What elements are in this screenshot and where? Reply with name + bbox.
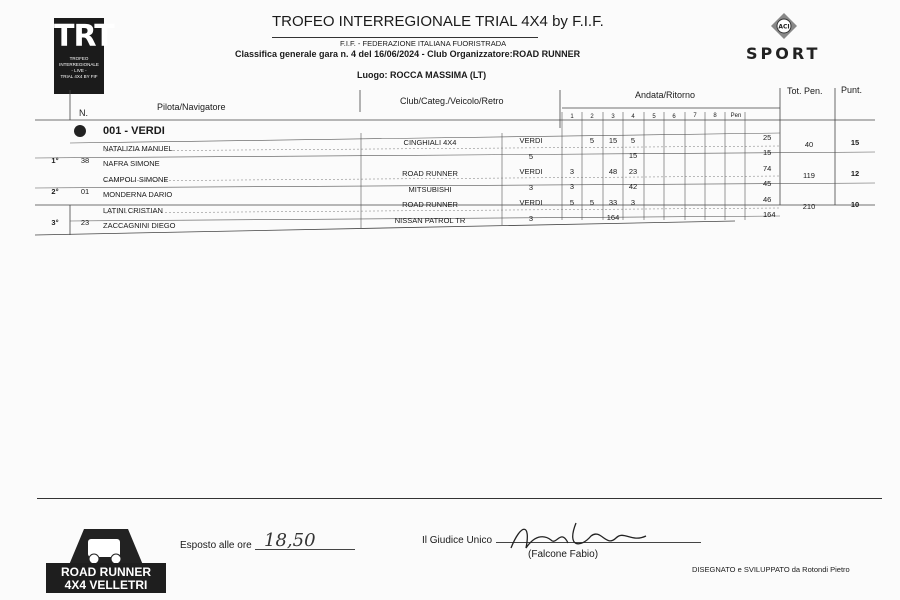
lap-penalty-cell: 5: [589, 136, 595, 145]
lap-penalty-cell: 42: [628, 182, 638, 191]
retro-cell: 3: [528, 214, 534, 223]
points-cell: 12: [850, 169, 860, 178]
subtotal-cell: 25: [763, 133, 772, 142]
credits-text: DISEGNATO e SVILUPPATO da Rotondi Pietro: [692, 565, 850, 574]
giudice-name: (Falcone Fabio): [528, 549, 599, 560]
lap-penalty-cell: 15: [608, 136, 618, 145]
lap-header: 7: [693, 113, 697, 120]
lap-penalty-cell: 5: [589, 198, 595, 207]
federazione-text: F.I.F. - FEDERAZIONE ITALIANA FUORISTRADA: [340, 39, 507, 48]
esposto-label: Esposto alle ore: [180, 540, 252, 551]
rr-logo-line1: ROAD RUNNER: [61, 565, 151, 579]
lap-penalty-cell: 15: [628, 151, 638, 160]
subtotal-cell: 46: [763, 195, 772, 204]
lap-penalty-cell: 164: [606, 213, 620, 222]
col-header-n: N.: [79, 108, 88, 118]
lap-header: 4: [631, 113, 635, 120]
retro-cell: 3: [528, 183, 534, 192]
category-cell: VERDI: [519, 167, 543, 176]
classifica-text: Classifica generale gara n. 4 del 16/06/2024 - Club Organizzatore:ROAD RUNNER: [235, 49, 581, 59]
lap-penalty-cell: 23: [628, 167, 638, 176]
lap-penalty-cell: 3: [630, 198, 636, 207]
esposto-value: 18,50: [264, 530, 316, 551]
retro-cell: 5: [528, 152, 534, 161]
luogo-text: Luogo: ROCCA MASSIMA (LT): [357, 70, 487, 80]
pilota-cell: LATINI CRISTIAN: [103, 206, 163, 215]
total-penalty-cell: 40: [804, 140, 814, 149]
lap-header: 2: [590, 113, 594, 120]
trt-logo-line2: - LIVE -: [71, 68, 87, 73]
total-penalty-cell: 119: [803, 171, 815, 180]
number-cell: 23: [80, 218, 90, 227]
lap-penalty-cell: 5: [630, 136, 636, 145]
page-title: TROFEO INTERREGIONALE TRIAL 4X4 by F.I.F.: [272, 13, 604, 30]
veicolo-cell: NISSAN PATROL TR: [394, 216, 466, 225]
total-penalty-cell: 210: [802, 202, 816, 211]
position-cell: 3°: [51, 218, 59, 227]
number-cell: 01: [80, 187, 90, 196]
title-rule: [272, 37, 538, 38]
club-cell: ROAD RUNNER: [402, 200, 458, 209]
points-cell: 10: [850, 200, 860, 209]
lap-header: 3: [611, 113, 615, 120]
col-header-tot: Tot. Pen.: [787, 86, 823, 96]
number-cell: 38: [80, 156, 90, 165]
trt-logo: [54, 18, 114, 94]
category-cell: VERDI: [519, 198, 543, 207]
subtotal-cell: 45: [763, 179, 772, 188]
sport-logo-text: SPORT: [746, 44, 821, 63]
col-header-club: Club/Categ./Veicolo/Retro: [400, 96, 504, 106]
lap-penalty-cell: 48: [608, 167, 618, 176]
lap-header: 6: [672, 113, 676, 120]
col-header-andata: Andata/Ritorno: [635, 90, 696, 100]
points-cell: 15: [850, 138, 860, 147]
navigatore-cell: ZACCAGNINI DIEGO: [103, 221, 176, 230]
road-runner-logo: [44, 519, 168, 595]
navigatore-cell: NAFRA SIMONE: [103, 159, 160, 168]
navigatore-cell: MONDERNA DARIO: [103, 190, 173, 199]
lap-penalty-cell: 5: [569, 198, 575, 207]
subtotal-cell: 74: [763, 164, 772, 173]
subtotal-cell: 15: [763, 148, 772, 157]
veicolo-cell: MITSUBISHI: [408, 185, 452, 194]
club-cell: ROAD RUNNER: [402, 169, 458, 178]
pilota-cell: CAMPOLI SIMONE: [103, 175, 169, 184]
aci-logo-text: ACI: [778, 23, 790, 31]
lap-penalty-cell: 33: [608, 198, 618, 207]
col-header-punt: Punt.: [841, 85, 863, 95]
results-table: [35, 85, 875, 238]
col-header-pilota: Pilota/Navigatore: [157, 102, 226, 112]
lap-penalty-cell: 3: [569, 167, 575, 176]
category-label: 001 - VERDI: [103, 125, 165, 137]
pilota-cell: NATALIZIA MANUEL: [103, 144, 173, 153]
lap-penalty-cell: 3: [569, 182, 575, 191]
aci-logo-icon: [770, 12, 798, 40]
rr-logo-line2: 4X4 VELLETRI: [64, 578, 148, 592]
lap-header: 1: [570, 114, 574, 120]
position-cell: 1°: [51, 156, 59, 165]
giudice-label: Il Giudice Unico: [422, 535, 493, 546]
footer-rule: [37, 498, 882, 499]
club-cell: CINGHIALI 4X4: [403, 138, 457, 147]
trt-logo-line3: TRIAL 4X4 BY FIF: [60, 74, 98, 79]
category-cell: VERDI: [519, 136, 543, 145]
lap-header: Pen: [730, 113, 742, 120]
lap-header: 5: [652, 113, 656, 120]
position-cell: 2°: [51, 187, 59, 196]
subtotal-cell: 164: [763, 210, 776, 219]
lap-header: 8: [713, 113, 717, 120]
trt-logo-text: TRT: [54, 19, 114, 54]
trt-logo-line1: TROFEO INTERREGIONALE: [59, 56, 99, 67]
